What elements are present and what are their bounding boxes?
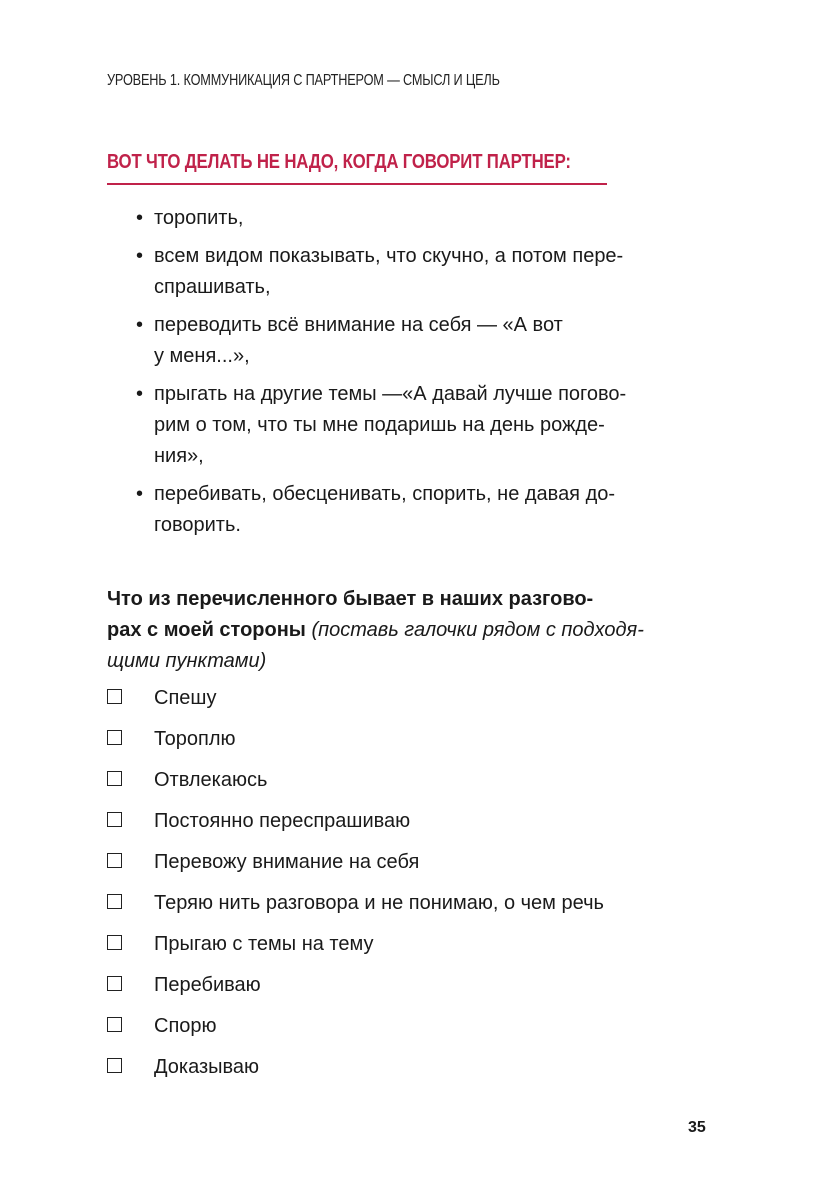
list-item-text: перебивать, обесценивать, спорить, не давая до- говорить. [154, 483, 616, 536]
bullet-icon: • [136, 245, 144, 267]
checklist-label: Постоянно переспрашиваю [154, 810, 411, 832]
list-item-text: торопить, [154, 207, 244, 229]
list-item [136, 479, 716, 541]
title-underline [107, 183, 607, 185]
checkbox[interactable] [107, 1058, 122, 1073]
checkbox[interactable] [107, 935, 122, 950]
checkbox[interactable] [107, 730, 122, 745]
bullet-icon: • [136, 483, 144, 505]
checklist-question [107, 584, 727, 677]
checklist-label: Перевожу внимание на себя [154, 851, 420, 873]
question-instruction: (поставь галочки рядом с подходя- щими пунктами) [107, 619, 644, 672]
checklist-label: Доказываю [154, 1056, 260, 1078]
checklist-label: Спорю [154, 1015, 217, 1037]
section-title: ВОТ ЧТО ДЕЛАТЬ НЕ НАДО, КОГДА ГОВОРИТ ПАРТНЕР: [107, 151, 571, 173]
checkbox[interactable] [107, 853, 122, 868]
checklist-label: Отвлекаюсь [154, 769, 268, 791]
list-item-text: всем видом показывать, что скучно, а потом пере- спрашивать, [154, 245, 624, 298]
checkbox[interactable] [107, 894, 122, 909]
list-item [136, 203, 716, 234]
checkbox[interactable] [107, 976, 122, 991]
list-item-text: переводить всё внимание на себя — «А вот у меня...», [154, 314, 563, 367]
checkbox[interactable] [107, 812, 122, 827]
list-item [136, 379, 716, 472]
checkbox[interactable] [107, 1017, 122, 1032]
checklist-label: Спешу [154, 687, 217, 709]
bullet-icon: • [136, 314, 144, 336]
running-head: УРОВЕНЬ 1. КОММУНИКАЦИЯ С ПАРТНЕРОМ — СМЫСЛ И ЦЕЛЬ [107, 72, 500, 89]
checklist-label: Перебиваю [154, 974, 261, 996]
list-item [136, 310, 716, 372]
list-item-text: прыгать на другие темы —«А давай лучше погово- рим о том, что ты мне подаришь на день рожде- ния», [154, 383, 627, 467]
checklist-label: Прыгаю с темы на тему [154, 933, 374, 955]
checkbox[interactable] [107, 689, 122, 704]
checklist-label: Теряю нить разговора и не понимаю, о чем речь [154, 892, 604, 914]
dont-list [136, 203, 716, 548]
page-number: 35 [688, 1119, 706, 1136]
bullet-icon: • [136, 383, 144, 405]
list-item [136, 241, 716, 303]
question-text: Что из перечисленного бывает в наших разгово- рах с моей стороны [107, 588, 594, 641]
bullet-icon: • [136, 207, 144, 229]
checkbox[interactable] [107, 771, 122, 786]
checklist-label: Тороплю [154, 728, 236, 750]
